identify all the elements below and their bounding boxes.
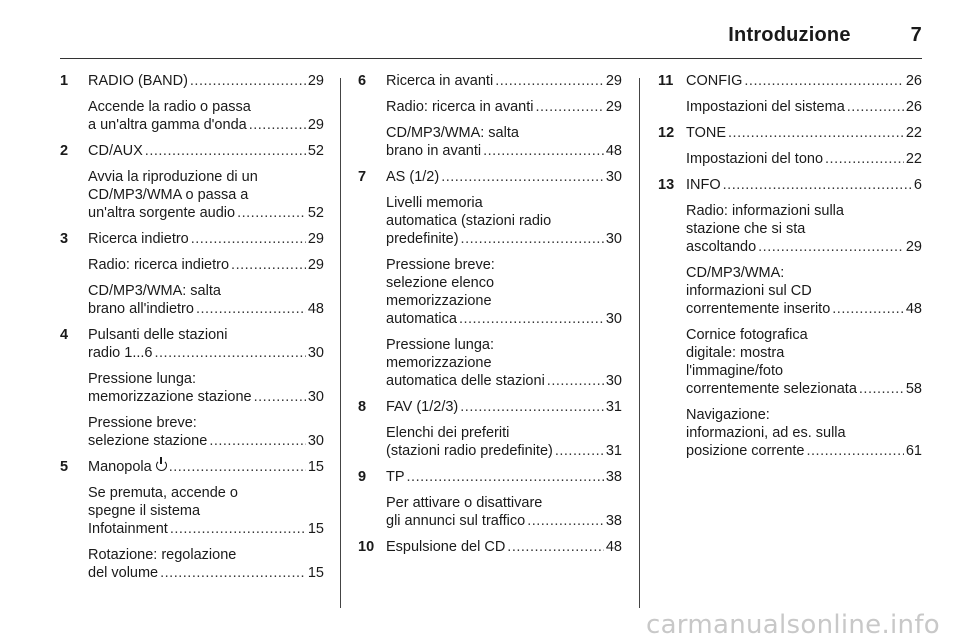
page-reference[interactable]: 30 [307, 389, 324, 405]
entry-line: Pressione breve: [386, 257, 495, 273]
entry-line-with-page [386, 468, 622, 486]
entry-text [386, 72, 622, 90]
entry-line-with-page [386, 538, 622, 556]
entry-line: Avvia la riproduzione di un [88, 169, 258, 185]
entry-line: Impostazioni del tono [686, 151, 824, 167]
entry-text [386, 124, 622, 160]
page-reference[interactable]: 48 [307, 301, 324, 317]
entry-line: INFO [686, 177, 721, 193]
dot-leader [527, 512, 604, 530]
entry-number: 4 [60, 327, 69, 343]
entry-text [686, 202, 922, 256]
index-subentry [60, 546, 324, 582]
entry-line-with-page [386, 310, 622, 328]
entry-number: 12 [658, 125, 675, 141]
index-entry [60, 458, 324, 476]
entry-text [88, 546, 324, 582]
entry-line: Ricerca in avanti [386, 73, 494, 89]
entry-line-with-page [386, 442, 622, 460]
dot-leader [190, 72, 306, 90]
entry-text [88, 484, 324, 538]
entry-line-with-page [88, 432, 324, 450]
entry-line-with-page [686, 238, 922, 256]
entry-line: Pressione breve: [88, 415, 197, 431]
entry-line: memorizzazione [386, 355, 492, 371]
entry-number: 3 [60, 231, 69, 247]
entry-text [386, 494, 622, 530]
entry-text [686, 326, 922, 398]
dot-leader [231, 256, 306, 274]
entry-line: Pressione lunga: [88, 371, 197, 387]
index-subentry [60, 256, 324, 274]
entry-line: CD/AUX [88, 143, 143, 159]
index-subentry [358, 256, 622, 328]
entry-line-with-page [686, 72, 922, 90]
page-reference[interactable]: 30 [605, 169, 622, 185]
page-reference[interactable]: 22 [905, 125, 922, 141]
page-reference[interactable]: 26 [905, 73, 922, 89]
entry-line-with-page [386, 98, 622, 116]
entry-line-with-page [386, 372, 622, 390]
entry-line: Livelli memoria [386, 195, 483, 211]
entry-line-with-page [88, 344, 324, 362]
entry-text [386, 468, 622, 486]
entry-line: Per attivare o disattivare [386, 495, 543, 511]
dot-leader [847, 98, 904, 116]
entry-line-with-page [88, 520, 324, 538]
entry-line: Accende la radio o passa [88, 99, 251, 115]
dot-leader [209, 432, 306, 450]
watermark: carmanualsonline.info [645, 610, 940, 640]
entry-line-with-page [88, 388, 324, 406]
index-subentry [358, 194, 622, 248]
entry-line-with-page [686, 442, 922, 460]
entry-number: 8 [358, 399, 367, 415]
entry-line-with-page [686, 124, 922, 142]
entry-text [386, 98, 622, 116]
entry-text [686, 176, 922, 194]
index-subentry [60, 168, 324, 222]
entry-text [386, 336, 622, 390]
entry-line: Infotainment [88, 521, 168, 537]
entry-line: Cornice fotografica [686, 327, 808, 343]
dot-leader [859, 380, 904, 398]
entry-line-with-page [386, 230, 622, 248]
entry-line-with-page [386, 142, 622, 160]
index-subentry [358, 336, 622, 390]
entry-text [686, 98, 922, 116]
entry-line: Rotazione: regolazione [88, 547, 237, 563]
entry-line-with-page [686, 176, 922, 194]
entry-line-with-page [386, 72, 622, 90]
entry-line: automatica [386, 311, 457, 327]
page-reference[interactable]: 29 [605, 73, 622, 89]
page-reference[interactable]: 26 [905, 99, 922, 115]
index-column-1 [60, 72, 324, 612]
entry-line: CD/MP3/WMA: salta [386, 125, 519, 141]
entry-line: Radio: informazioni sulla [686, 203, 844, 219]
dot-leader [170, 520, 306, 538]
entry-line: ascoltando [686, 239, 757, 255]
dot-leader [169, 458, 306, 476]
entry-line: FAV (1/2/3) [386, 399, 459, 415]
entry-line: CD/MP3/WMA: [686, 265, 785, 281]
entry-line: informazioni, ad es. sulla [686, 425, 846, 441]
entry-number: 11 [658, 73, 674, 89]
entry-text [88, 370, 324, 406]
entry-line: automatica delle stazioni [386, 373, 545, 389]
index-entry [60, 142, 324, 160]
entry-line-with-page [88, 72, 324, 90]
entry-line: TP [386, 469, 405, 485]
page-reference[interactable]: 6 [913, 177, 922, 193]
entry-line: CD/MP3/WMA: salta [88, 283, 221, 299]
entry-line-with-page [88, 564, 324, 582]
entry-text [686, 264, 922, 318]
dot-leader [237, 204, 306, 222]
entry-line: Pulsanti delle stazioni [88, 327, 228, 343]
index-subentry [60, 414, 324, 450]
entry-line-with-page [88, 458, 324, 476]
index-subentry [60, 484, 324, 538]
entry-line: un'altra sorgente audio [88, 205, 236, 221]
entry-line: correntemente inserito [686, 301, 831, 317]
dot-leader [536, 98, 604, 116]
entry-line: TONE [686, 125, 727, 141]
page-reference[interactable]: 61 [905, 443, 922, 459]
page-number: 7 [910, 23, 922, 46]
dot-leader [196, 300, 306, 318]
index-subentry [658, 98, 922, 116]
page-reference[interactable]: 29 [605, 99, 622, 115]
entry-number: 9 [358, 469, 367, 485]
dot-leader [160, 564, 306, 582]
dot-leader [460, 398, 604, 416]
entry-line-with-page [386, 398, 622, 416]
entry-line: gli annunci sul traffico [386, 513, 526, 529]
index-entry [358, 168, 622, 186]
index-entry [60, 230, 324, 248]
entry-line: radio 1...6 [88, 345, 153, 361]
entry-number: 6 [358, 73, 367, 89]
index-columns [60, 72, 922, 612]
entry-line: AS (1/2) [386, 169, 440, 185]
dot-leader [483, 142, 604, 160]
entry-text [386, 256, 622, 328]
page-reference[interactable]: 31 [605, 443, 622, 459]
entry-text [88, 230, 324, 248]
entry-line-with-page [88, 230, 324, 248]
page-reference[interactable]: 38 [605, 513, 622, 529]
dot-leader [254, 388, 306, 406]
dot-leader [728, 124, 904, 142]
index-subentry [658, 264, 922, 318]
index-entry [60, 72, 324, 90]
index-entry [658, 72, 922, 90]
page-reference[interactable]: 31 [605, 399, 622, 415]
entry-number: 1 [60, 73, 69, 89]
entry-line-with-page [88, 204, 324, 222]
entry-line: Impostazioni del sistema [686, 99, 845, 115]
entry-line-with-page [686, 300, 922, 318]
entry-text [386, 538, 622, 556]
dot-leader [555, 442, 604, 460]
entry-line: CD/MP3/WMA o passa a [88, 187, 249, 203]
page-reference[interactable]: 15 [307, 459, 324, 475]
index-entry [658, 124, 922, 142]
page-title: Introduzione [728, 23, 851, 46]
entry-line: Radio: ricerca indietro [88, 257, 230, 273]
entry-text [386, 398, 622, 416]
entry-line: Se premuta, accende o [88, 485, 238, 501]
index-entry [358, 538, 622, 556]
index-subentry [658, 326, 922, 398]
page-reference[interactable]: 15 [307, 565, 324, 581]
entry-text [88, 256, 324, 274]
dot-leader [744, 72, 903, 90]
entry-line: memorizzazione [386, 293, 492, 309]
power-knob-icon [156, 460, 167, 471]
entry-text [88, 98, 324, 134]
index-entry [658, 176, 922, 194]
page-reference[interactable]: 52 [307, 205, 324, 221]
page-reference[interactable]: 58 [905, 381, 922, 397]
entry-line-with-page [88, 300, 324, 318]
page-reference[interactable]: 48 [905, 301, 922, 317]
dot-leader [495, 72, 604, 90]
entry-line: automatica (stazioni radio [386, 213, 552, 229]
index-entry [60, 326, 324, 362]
entry-line-with-page [386, 512, 622, 530]
page-reference[interactable]: 30 [605, 373, 622, 389]
page-header [60, 14, 922, 56]
entry-line: (stazioni radio predefinite) [386, 443, 553, 459]
entry-line: informazioni sul CD [686, 283, 812, 299]
entry-text [88, 458, 324, 476]
dot-leader [807, 442, 904, 460]
index-subentry [60, 282, 324, 318]
entry-number: 10 [358, 539, 375, 555]
entry-line: Elenchi dei preferiti [386, 425, 510, 441]
page-reference[interactable]: 22 [905, 151, 922, 167]
page-reference[interactable]: 30 [307, 433, 324, 449]
entry-line: brano in avanti [386, 143, 482, 159]
page-reference[interactable]: 29 [307, 257, 324, 273]
entry-line-with-page [386, 168, 622, 186]
index-subentry [60, 98, 324, 134]
dot-leader [249, 116, 306, 134]
dot-leader [832, 300, 904, 318]
index-subentry [358, 124, 622, 160]
entry-number: 13 [658, 177, 675, 193]
entry-line: Radio: ricerca in avanti [386, 99, 534, 115]
dot-leader [407, 468, 604, 486]
entry-line: digitale: mostra [686, 345, 785, 361]
page-reference[interactable]: 29 [307, 73, 324, 89]
dot-leader [191, 230, 306, 248]
page-reference[interactable]: 29 [307, 231, 324, 247]
entry-line: selezione elenco [386, 275, 495, 291]
page-reference[interactable]: 52 [307, 143, 324, 159]
dot-leader [723, 176, 912, 194]
entry-text [88, 168, 324, 222]
entry-line-with-page [88, 256, 324, 274]
entry-line: del volume [88, 565, 159, 581]
page-reference[interactable]: 30 [605, 231, 622, 247]
page-reference[interactable]: 15 [307, 521, 324, 537]
header-rule [60, 58, 922, 59]
index-subentry [658, 202, 922, 256]
dot-leader [145, 142, 306, 160]
dot-leader [441, 168, 604, 186]
page-reference[interactable]: 29 [307, 117, 324, 133]
entry-line-with-page [686, 98, 922, 116]
entry-line: brano all'indietro [88, 301, 194, 317]
entry-number: 5 [60, 459, 69, 475]
entry-line: Espulsione del CD [386, 539, 506, 555]
entry-line: CONFIG [686, 73, 743, 89]
entry-line: posizione corrente [686, 443, 805, 459]
index-subentry [358, 424, 622, 460]
dot-leader [825, 150, 904, 168]
entry-line: stazione che si sta [686, 221, 806, 237]
dot-leader [461, 230, 604, 248]
entry-text [686, 72, 922, 90]
entry-line: predefinite) [386, 231, 459, 247]
entry-text [686, 124, 922, 142]
dot-leader [507, 538, 604, 556]
page-reference[interactable]: 38 [605, 469, 622, 485]
page-reference[interactable]: 29 [905, 239, 922, 255]
entry-number: 2 [60, 143, 69, 159]
entry-text [88, 282, 324, 318]
entry-number: 7 [358, 169, 367, 185]
entry-line: l'immagine/foto [686, 363, 784, 379]
entry-line: RADIO (BAND) [88, 73, 188, 89]
page-reference[interactable]: 30 [605, 311, 622, 327]
entry-line-with-page [686, 380, 922, 398]
index-column-3 [658, 72, 922, 612]
entry-text [88, 142, 324, 160]
page-reference[interactable]: 48 [605, 539, 622, 555]
index-entry [358, 72, 622, 90]
entry-line-with-page [686, 150, 922, 168]
page-reference[interactable]: 30 [307, 345, 324, 361]
dot-leader [758, 238, 904, 256]
entry-line-with-page [88, 116, 324, 134]
entry-text [386, 194, 622, 248]
entry-text [686, 406, 922, 460]
page-reference[interactable]: 48 [605, 143, 622, 159]
entry-line: Ricerca indietro [88, 231, 189, 247]
index-subentry [60, 370, 324, 406]
dot-leader [155, 344, 306, 362]
entry-line-with-page [88, 142, 324, 160]
entry-text [386, 168, 622, 186]
dot-leader [459, 310, 604, 328]
entry-line: Navigazione: [686, 407, 770, 423]
index-subentry [658, 406, 922, 460]
entry-text [88, 72, 324, 90]
index-entry [358, 468, 622, 486]
entry-line: correntemente selezionata [686, 381, 857, 397]
entry-line: selezione stazione [88, 433, 208, 449]
entry-text [88, 326, 324, 362]
index-subentry [358, 98, 622, 116]
index-column-2 [358, 72, 622, 612]
entry-text [88, 414, 324, 450]
dot-leader [547, 372, 604, 390]
entry-text [386, 424, 622, 460]
index-subentry [658, 150, 922, 168]
entry-line: a un'altra gamma d'onda [88, 117, 247, 133]
entry-line: Manopola [88, 459, 152, 475]
index-entry [358, 398, 622, 416]
entry-line: memorizzazione stazione [88, 389, 252, 405]
index-subentry [358, 494, 622, 530]
entry-text [686, 150, 922, 168]
entry-line: spegne il sistema [88, 503, 201, 519]
entry-line: Pressione lunga: [386, 337, 495, 353]
